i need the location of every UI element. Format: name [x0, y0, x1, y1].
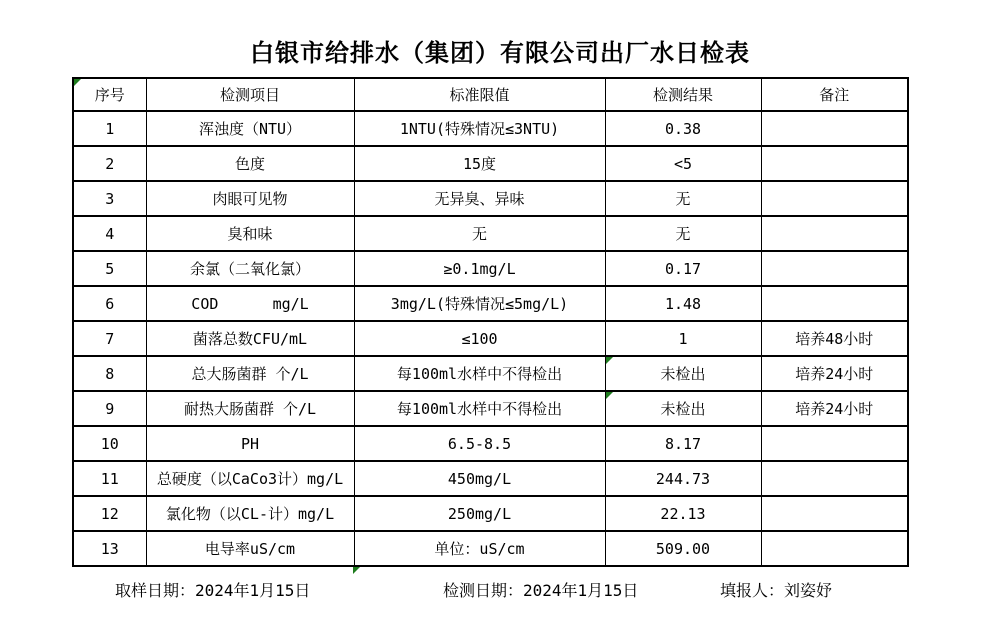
daily-check-table [72, 77, 909, 567]
result-value: 22.13 [660, 504, 706, 523]
cell-item [146, 391, 354, 426]
cell-result [605, 461, 761, 496]
header-cell-item [146, 78, 354, 111]
cell-remark [761, 356, 908, 391]
item-value: PH [240, 434, 260, 453]
reporter: 填报人：刘姿妤 [720, 581, 833, 600]
remark-value: 培养48小时 [795, 330, 874, 348]
standard-value: 15度 [462, 155, 497, 173]
standard-value: 450mg/L [447, 469, 512, 488]
cell-item [146, 496, 354, 531]
table-row [73, 146, 908, 181]
standard-value: 单位：uS/cm [434, 540, 525, 558]
cell-serial [73, 146, 146, 181]
cell-serial [73, 356, 146, 391]
cell-standard [354, 251, 605, 286]
cell-standard [354, 391, 605, 426]
cell-remark [761, 321, 908, 356]
standard-value: 250mg/L [447, 504, 512, 523]
item-value: 色度 [234, 155, 265, 173]
header-cell-standard [354, 78, 605, 111]
header-label: 序号 [94, 86, 125, 104]
cell-item [146, 531, 354, 566]
cell-item [146, 216, 354, 251]
table-row [73, 461, 908, 496]
cell-remark [761, 531, 908, 566]
cell-remark [761, 426, 908, 461]
cell-remark [761, 146, 908, 181]
cell-item [146, 181, 354, 216]
result-value: 无 [675, 225, 691, 243]
result-value: 未检出 [660, 400, 706, 418]
cell-standard [354, 426, 605, 461]
cell-serial [73, 496, 146, 531]
cell-remark [761, 181, 908, 216]
item-value: 菌落总数CFU/mL [192, 330, 308, 348]
cell-item [146, 321, 354, 356]
page-title: 白银市给排水（集团）有限公司出厂水日检表 [250, 39, 750, 67]
table-row [73, 531, 908, 566]
cell-item [146, 426, 354, 461]
result-value: 无 [675, 190, 691, 208]
sample-date: 取样日期：2024年1月15日 [115, 581, 311, 600]
cell-result [605, 356, 761, 391]
cell-result [605, 146, 761, 181]
cell-result [605, 426, 761, 461]
table-bottom-marker-icon [353, 567, 360, 574]
cell-result [605, 181, 761, 216]
cell-serial [73, 216, 146, 251]
item-value: 总硬度（以CaCo3计）mg/L [156, 470, 344, 488]
cell-standard [354, 496, 605, 531]
serial-value: 8 [105, 364, 115, 383]
table-body [73, 111, 908, 566]
item-value: 耐热大肠菌群 个/L [183, 400, 317, 418]
header-label: 检测结果 [652, 86, 713, 104]
standard-value: 每100ml水样中不得检出 [396, 365, 563, 383]
serial-value: 13 [100, 539, 119, 558]
cell-result [605, 216, 761, 251]
standard-value: ≥0.1mg/L [443, 259, 516, 278]
footer [0, 578, 1000, 602]
test-date: 检测日期：2024年1月15日 [443, 581, 639, 600]
serial-value: 10 [100, 434, 119, 453]
header-label: 检测项目 [219, 86, 280, 104]
result-value: 0.17 [664, 259, 702, 278]
cell-result [605, 391, 761, 426]
result-value: 1.48 [664, 294, 702, 313]
cell-serial [73, 531, 146, 566]
header-cell-serial [73, 78, 146, 111]
cell-item [146, 146, 354, 181]
standard-value: 无 [471, 225, 487, 243]
cell-standard [354, 111, 605, 146]
cell-serial [73, 426, 146, 461]
table-row [73, 181, 908, 216]
standard-value: 每100ml水样中不得检出 [396, 400, 563, 418]
item-value: COD mg/L [191, 294, 309, 313]
cell-standard [354, 286, 605, 321]
table-row [73, 251, 908, 286]
cell-item [146, 461, 354, 496]
serial-value: 4 [105, 224, 115, 243]
cell-remark [761, 496, 908, 531]
serial-value: 9 [105, 399, 115, 418]
cell-serial [73, 251, 146, 286]
cell-standard [354, 321, 605, 356]
serial-value: 12 [100, 504, 119, 523]
cell-result [605, 531, 761, 566]
result-value: 1 [678, 329, 688, 348]
cell-standard [354, 461, 605, 496]
item-value: 浑浊度（NTU） [198, 120, 302, 138]
cell-serial [73, 286, 146, 321]
item-value: 臭和味 [227, 225, 273, 243]
cell-result [605, 496, 761, 531]
result-value: 244.73 [655, 469, 711, 488]
standard-value: 3mg/L(特殊情况≤5mg/L) [390, 295, 569, 313]
cell-remark [761, 216, 908, 251]
cell-item [146, 111, 354, 146]
item-value: 电导率uS/cm [204, 540, 296, 558]
result-value: 未检出 [660, 365, 706, 383]
cell-remark [761, 286, 908, 321]
cell-standard [354, 181, 605, 216]
cell-item [146, 251, 354, 286]
item-value: 余氯（二氧化氯） [189, 260, 310, 278]
table-row [73, 111, 908, 146]
cell-result [605, 321, 761, 356]
cell-result [605, 286, 761, 321]
serial-value: 6 [105, 294, 115, 313]
standard-value: 6.5-8.5 [447, 434, 512, 453]
cell-item [146, 356, 354, 391]
serial-value: 11 [100, 469, 119, 488]
cell-standard [354, 356, 605, 391]
header-cell-remark [761, 78, 908, 111]
cell-serial [73, 391, 146, 426]
header-cell-result [605, 78, 761, 111]
serial-value: 7 [105, 329, 115, 348]
table-row [73, 496, 908, 531]
remark-value: 培养24小时 [795, 400, 874, 418]
standard-value: 无异臭、异味 [434, 190, 525, 208]
serial-value: 3 [105, 189, 115, 208]
table-row [73, 426, 908, 461]
cell-remark [761, 391, 908, 426]
cell-serial [73, 181, 146, 216]
serial-value: 1 [105, 119, 115, 138]
table-row [73, 391, 908, 426]
remark-value: 培养24小时 [795, 365, 874, 383]
cell-standard [354, 531, 605, 566]
header-label: 备注 [819, 86, 850, 104]
table-row [73, 321, 908, 356]
excel-error-marker-icon [606, 357, 613, 364]
cell-standard [354, 146, 605, 181]
cell-remark [761, 111, 908, 146]
header-label: 标准限值 [449, 86, 510, 104]
result-value: 509.00 [655, 539, 711, 558]
item-value: 肉眼可见物 [212, 190, 288, 208]
result-value: 8.17 [664, 434, 702, 453]
excel-error-marker-icon [606, 392, 613, 399]
excel-error-marker-icon [74, 79, 81, 86]
result-value: <5 [673, 154, 693, 173]
standard-value: 1NTU(特殊情况≤3NTU) [399, 120, 560, 138]
item-value: 总大肠菌群 个/L [191, 365, 309, 383]
cell-remark [761, 251, 908, 286]
cell-standard [354, 216, 605, 251]
cell-serial [73, 111, 146, 146]
result-value: 0.38 [664, 119, 702, 138]
serial-value: 2 [105, 154, 115, 173]
cell-serial [73, 321, 146, 356]
cell-result [605, 111, 761, 146]
cell-item [146, 286, 354, 321]
table-row [73, 356, 908, 391]
item-value: 氯化物（以CL-计）mg/L [165, 505, 335, 523]
table-row [73, 286, 908, 321]
table-row [73, 216, 908, 251]
standard-value: ≤100 [461, 329, 498, 348]
cell-result [605, 251, 761, 286]
table-header-row [73, 78, 908, 111]
serial-value: 5 [105, 259, 115, 278]
cell-remark [761, 461, 908, 496]
cell-serial [73, 461, 146, 496]
